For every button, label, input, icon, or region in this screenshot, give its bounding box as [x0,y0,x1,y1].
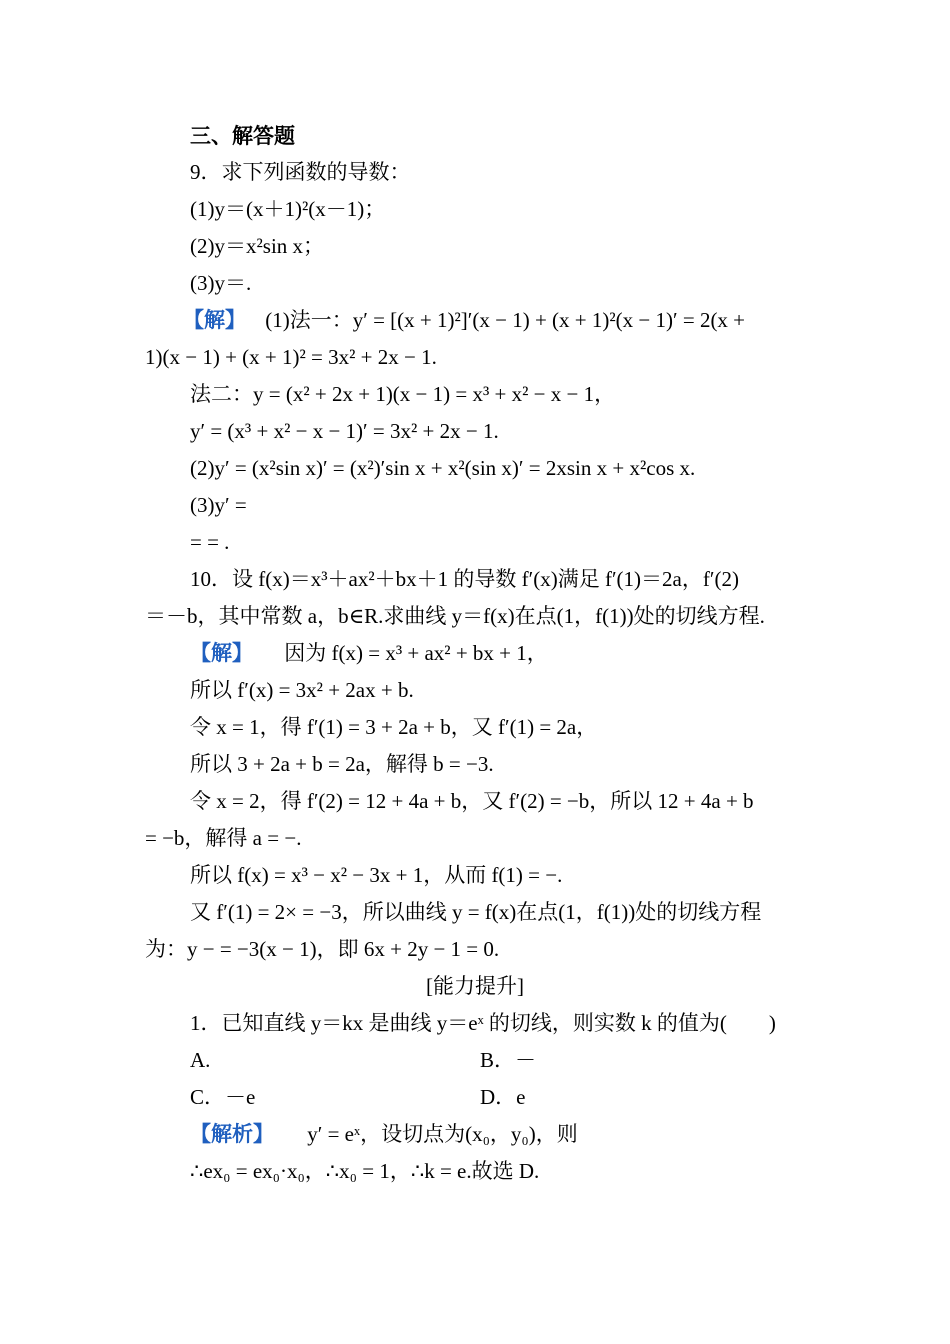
section-title: 三、解答题 [190,124,295,148]
solution-line: 所以 3 + 2a + b = 2a，解得 b = −3. [190,752,494,776]
solution-line: 令 x = 1，得 f′(1) = 3 + 2a + b，又 f′(1) = 2a， [190,715,598,739]
problem-9-part-2: (2)y＝x²sin x； [190,234,325,258]
option-a: A. [190,1048,211,1072]
option-c: C．－e [190,1085,256,1109]
analysis-line: ∴ex₀ = ex₀·x₀，∴x₀ = 1，∴k = e.故选 D. [190,1159,540,1183]
problem-10-stem: ＝－b，其中常数 a，b∈R.求曲线 y＝f(x)在点(1，f(1))处的切线方程. [145,604,765,628]
ability-heading: [能力提升] [426,974,524,998]
solution-line: 为：y − = −3(x − 1)，即 6x + 2y − 1 = 0. [145,937,500,961]
solution-line: 令 x = 2，得 f′(2) = 12 + 4a + b，又 f′(2) = −b，所以 12 + 4a + b [190,789,754,813]
solution-line: y′ = (x³ + x² − x − 1)′ = 3x² + 2x − 1. [190,419,499,443]
problem-9-solution-row [183,306,745,334]
problem-10-solution-row [190,639,548,667]
solution-line: 所以 f′(x) = 3x² + 2ax + b. [190,678,414,702]
option-b: B．－ [480,1048,537,1072]
solution-line: 1)(x − 1) + (x + 1)² = 3x² + 2x − 1. [145,345,437,369]
solution-line: 法二：y = (x² + 2x + 1)(x − 1) = x³ + x² − x − 1， [190,382,616,406]
mc-1-analysis-row [190,1120,578,1148]
mc-1-stem: 1．已知直线 y＝kx 是曲线 y＝eˣ 的切线，则实数 k 的值为( ) [190,1011,776,1035]
solution-line: (2)y′ = (x²sin x)′ = (x²)′sin x + x²(sin x)′ = 2xsin x + x²cos x. [190,456,696,480]
solution-line: (1)法一：y′ = [(x + 1)²]′(x − 1) + (x + 1)²(x − 1)′ = 2(x + [265,308,746,332]
problem-9-part-3: (3)y＝. [190,271,252,295]
solution-line: 因为 f(x) = x³ + ax² + bx + 1， [284,641,548,665]
problem-9-part-1: (1)y＝(x＋1)²(x－1)； [190,197,386,221]
analysis-line: y′ = eˣ，设切点为(x₀，y₀)，则 [307,1122,578,1146]
option-d: D．e [480,1085,526,1109]
solution-line: 又 f′(1) = 2× = −3，所以曲线 y = f(x)在点(1，f(1))处的切线方程 [190,900,762,924]
solution-tag: 【解】 [190,641,253,665]
solution-line: 所以 f(x) = x³ − x² − 3x + 1，从而 f(1) = −. [190,863,563,887]
problem-10-stem: 10．设 f(x)＝x³＋ax²＋bx＋1 的导数 f′(x)满足 f′(1)＝2a，f′(2) [190,567,739,591]
solution-line: = = . [190,530,230,554]
solution-line: = −b，解得 a = −. [145,826,302,850]
solution-line: (3)y′ = [190,493,247,517]
analysis-tag: 【解析】 [190,1122,274,1146]
solution-tag: 【解】 [183,308,246,332]
problem-9-stem: 9．求下列函数的导数： [190,160,411,184]
